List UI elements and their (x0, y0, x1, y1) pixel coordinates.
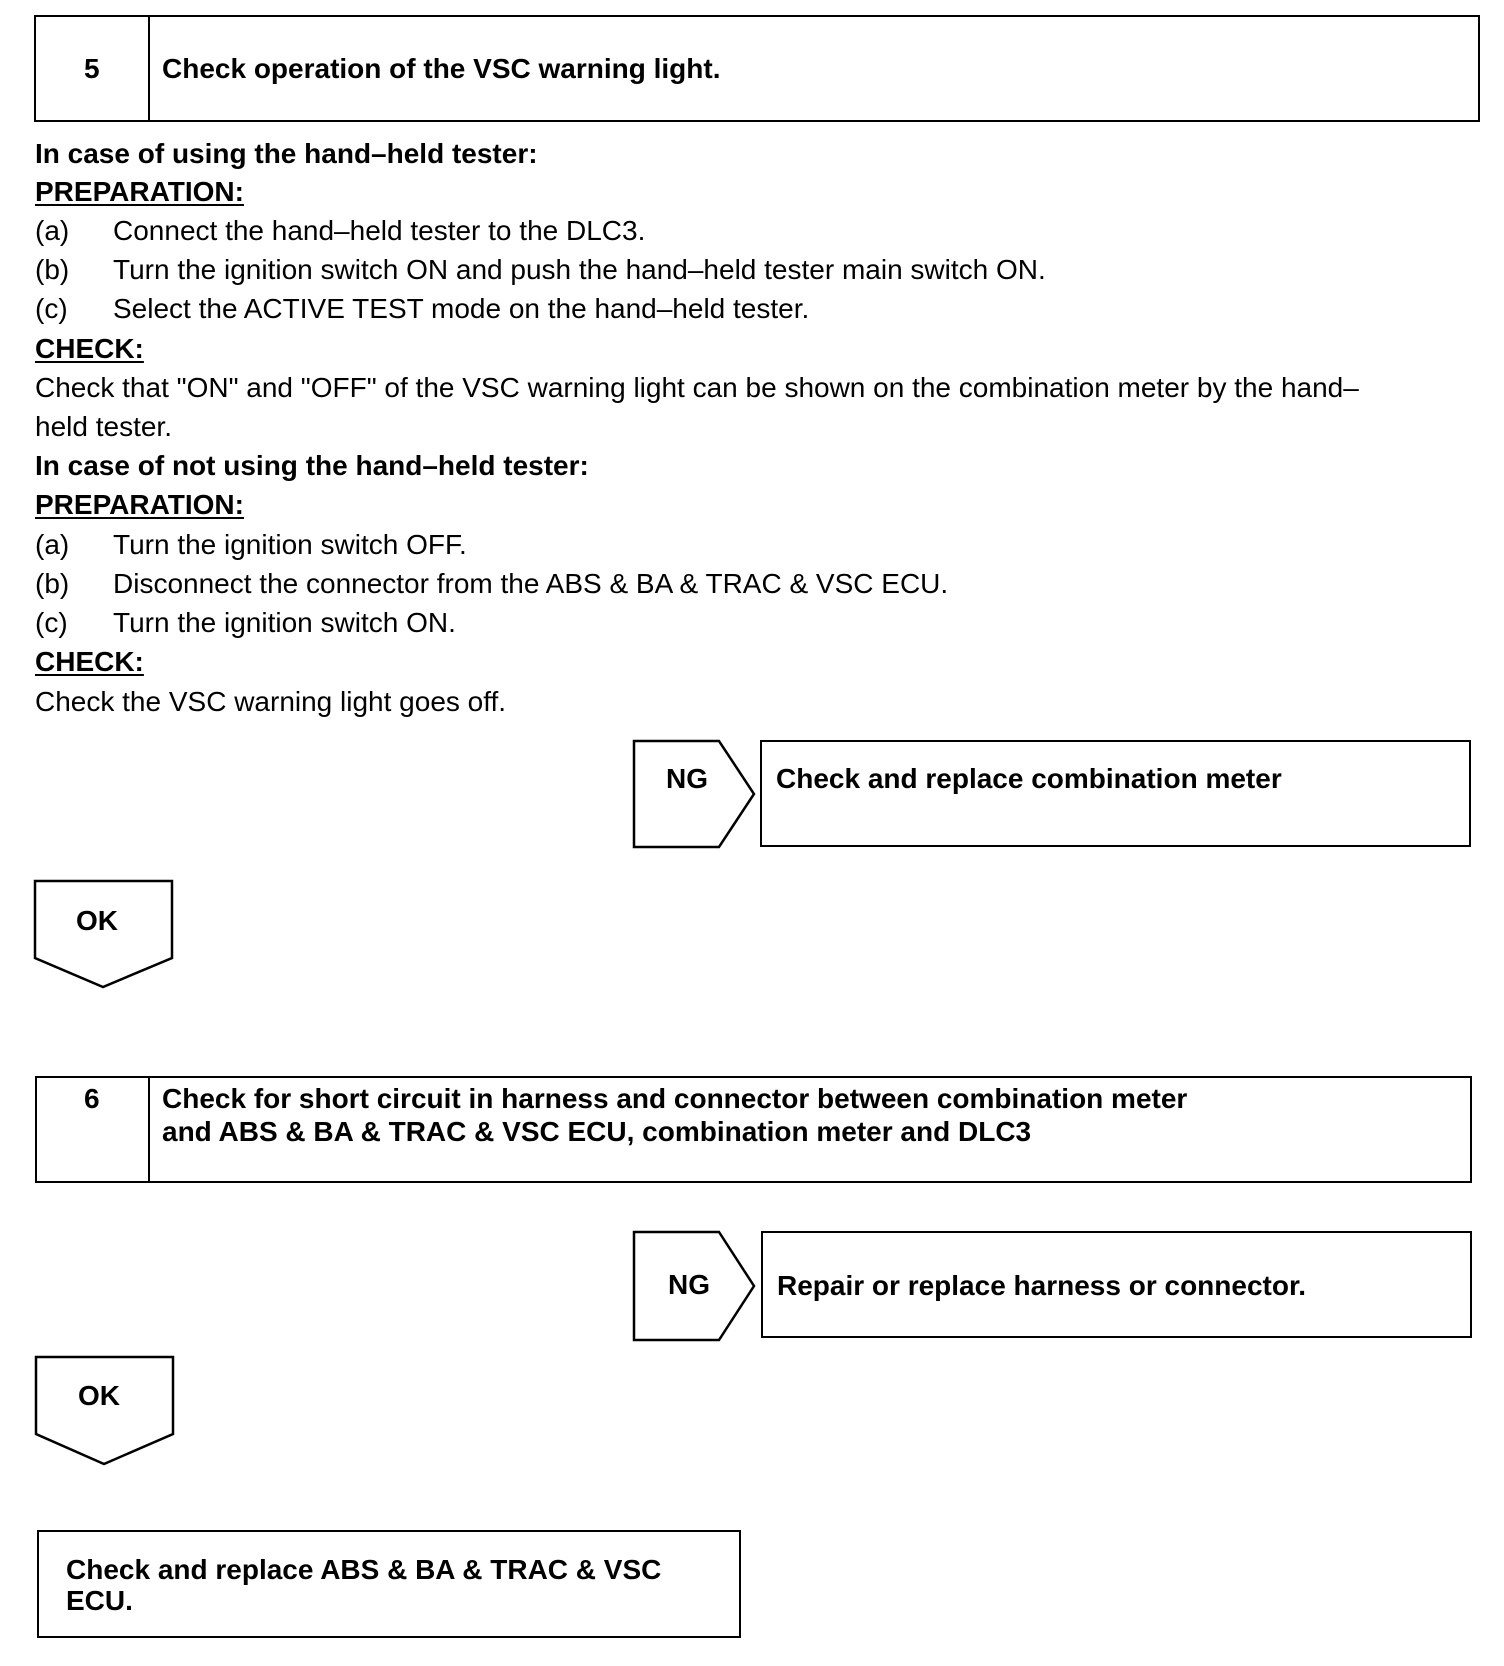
ng-action-text: Check and replace combination meter (776, 763, 1282, 794)
step5-header (34, 15, 1480, 122)
step-text: Turn the ignition switch OFF. (113, 529, 467, 560)
check-label: CHECK: (35, 333, 144, 364)
step-title: Check operation of the VSC warning light. (162, 53, 721, 84)
ng-action-box (760, 740, 1471, 847)
divider (148, 1078, 150, 1181)
ng-action-box (761, 1231, 1472, 1338)
ng-label: NG (666, 763, 708, 794)
step-text: Turn the ignition switch ON and push the hand–held tester main switch ON. (113, 254, 1046, 285)
step-text: Select the ACTIVE TEST mode on the hand–held tester. (113, 293, 810, 324)
final-action-text-cont: ECU. (66, 1585, 133, 1616)
step6-header (35, 1076, 1472, 1183)
check-text-cont: held tester. (35, 411, 172, 442)
step-text: Connect the hand–held tester to the DLC3. (113, 215, 646, 246)
step-text: Disconnect the connector from the ABS & BA & TRAC & VSC ECU. (113, 568, 949, 599)
step-item (35, 255, 69, 285)
step-title: Check for short circuit in harness and connector between combination meter (162, 1083, 1188, 1114)
step-text: Turn the ignition switch ON. (113, 607, 456, 638)
ng-label: NG (668, 1269, 710, 1300)
step-label: (c) (35, 607, 68, 638)
ng-action-text: Repair or replace harness or connector. (777, 1270, 1307, 1301)
check-text: Check that "ON" and "OFF" of the VSC warning light can be shown on the combination meter by the hand– (35, 372, 1359, 403)
step-item (35, 216, 69, 246)
step-label: (a) (35, 215, 70, 246)
check-text: Check the VSC warning light goes off. (35, 686, 507, 717)
step-label: (c) (35, 293, 68, 324)
step-number: 5 (84, 53, 100, 84)
step-label: (b) (35, 568, 70, 599)
ok-label: OK (78, 1380, 120, 1411)
ng-arrow-icon (0, 0, 1, 1)
section-heading: In case of not using the hand–held tester: (35, 450, 589, 481)
final-action-text: Check and replace ABS & BA & TRAC & VSC (66, 1554, 662, 1585)
step-label: (b) (35, 254, 70, 285)
step-item (35, 294, 68, 324)
final-action-box (37, 1530, 741, 1638)
check-label: CHECK: (35, 646, 144, 677)
preparation-label: PREPARATION: (35, 176, 244, 207)
preparation-label: PREPARATION: (35, 489, 244, 520)
step-title-cont: and ABS & BA & TRAC & VSC ECU, combination meter and DLC3 (162, 1116, 1032, 1147)
step-number: 6 (84, 1083, 100, 1114)
section-heading: In case of using the hand–held tester: (35, 138, 538, 169)
step-label: (a) (35, 529, 70, 560)
ok-label: OK (76, 905, 118, 936)
divider (148, 17, 150, 120)
